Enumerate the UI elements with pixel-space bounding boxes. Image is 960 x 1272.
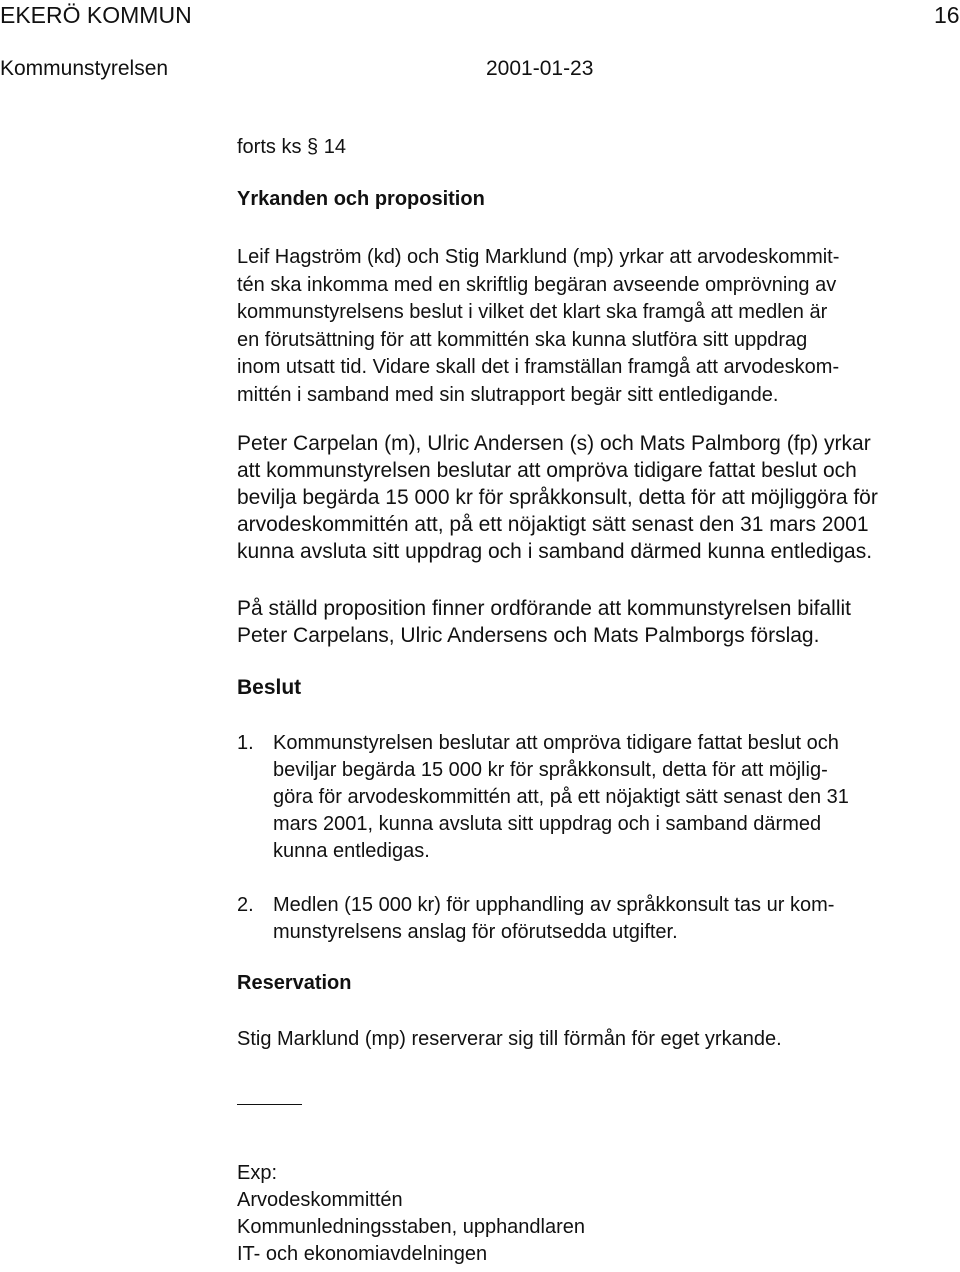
divider [237,1104,302,1105]
paragraph-1 [237,244,839,409]
recipient: Kommunledningsstaben, upphandlaren [237,1216,586,1238]
header-body: Kommunstyrelsen [0,57,169,80]
text-line: Leif Hagström (kd) och Stig Marklund (mp) yrkar att arvodeskommit- [237,246,840,268]
text-line: tén ska inkomma med en skriftlig begäran avseende omprövning av [237,273,837,296]
text-line: bevilja begärda 15 000 kr för språkkonsult, detta för att möjliggöra för [237,486,878,509]
continuation-label: forts ks § 14 [237,136,346,158]
text-line: en förutsättning för att kommittén ska kunna slutföra sitt uppdrag [237,328,808,351]
text-line: arvodeskommittén att, på ett nöjaktigt sätt senast den 31 mars 2001 [237,513,869,536]
text-line: Kommunstyrelsen beslutar att ompröva tidigare fattat beslut och [273,732,839,754]
text-line: att kommunstyrelsen beslutar att ompröva tidigare fattat beslut och [237,459,857,482]
page-number: 16 [934,2,960,28]
org-name: EKERÖ KOMMUN [0,2,192,28]
text-line: Peter Carpelans, Ulric Andersens och Mats Palmborgs förslag. [237,624,820,647]
text-line: Medlen (15 000 kr) för upphandling av språkkonsult tas ur kom- [273,894,835,916]
distribution-list [237,1160,585,1268]
recipient: Arvodeskommittén [237,1189,403,1211]
section-heading-beslut: Beslut [237,676,302,699]
recipient: IT- och ekonomiavdelningen [237,1243,488,1265]
text-line: kunna avsluta sitt uppdrag och i samband därmed kunna entledigas. [237,540,873,563]
reservation-text: Stig Marklund (mp) reserverar sig till förmån för eget yrkande. [237,1028,782,1050]
text-line: kommunstyrelsens beslut i vilket det klart ska framgå att medlen är [237,301,828,323]
header-date: 2001-01-23 [486,57,594,80]
section-heading-yrkanden: Yrkanden och proposition [237,188,485,210]
text-line: inom utsatt tid. Vidare skall det i framställan framgå att arvodeskom- [237,356,840,378]
item-number: 1. [237,732,254,754]
text-line: kunna entledigas. [273,840,430,862]
section-heading-reservation: Reservation [237,972,352,994]
text-line: munstyrelsens anslag för oförutsedda utgifter. [273,921,678,943]
text-line: mittén i samband med sin slutrapport begär sitt entledigande. [237,383,779,406]
paragraph-2 [237,430,878,565]
paragraph-3 [237,595,851,649]
text-line: Peter Carpelan (m), Ulric Andersen (s) och Mats Palmborg (fp) yrkar [237,432,871,455]
text-line: mars 2001, kunna avsluta sitt uppdrag och i samband därmed [273,813,822,835]
exp-label: Exp: [237,1162,278,1184]
item-number: 2. [237,894,254,916]
text-line: göra för arvodeskommittén att, på ett nöjaktigt sätt senast den 31 [273,786,849,808]
text-line: beviljar begärda 15 000 kr för språkkonsult, detta för att möjlig- [273,759,828,781]
text-line: På ställd proposition finner ordförande att kommunstyrelsen bifallit [237,597,851,620]
